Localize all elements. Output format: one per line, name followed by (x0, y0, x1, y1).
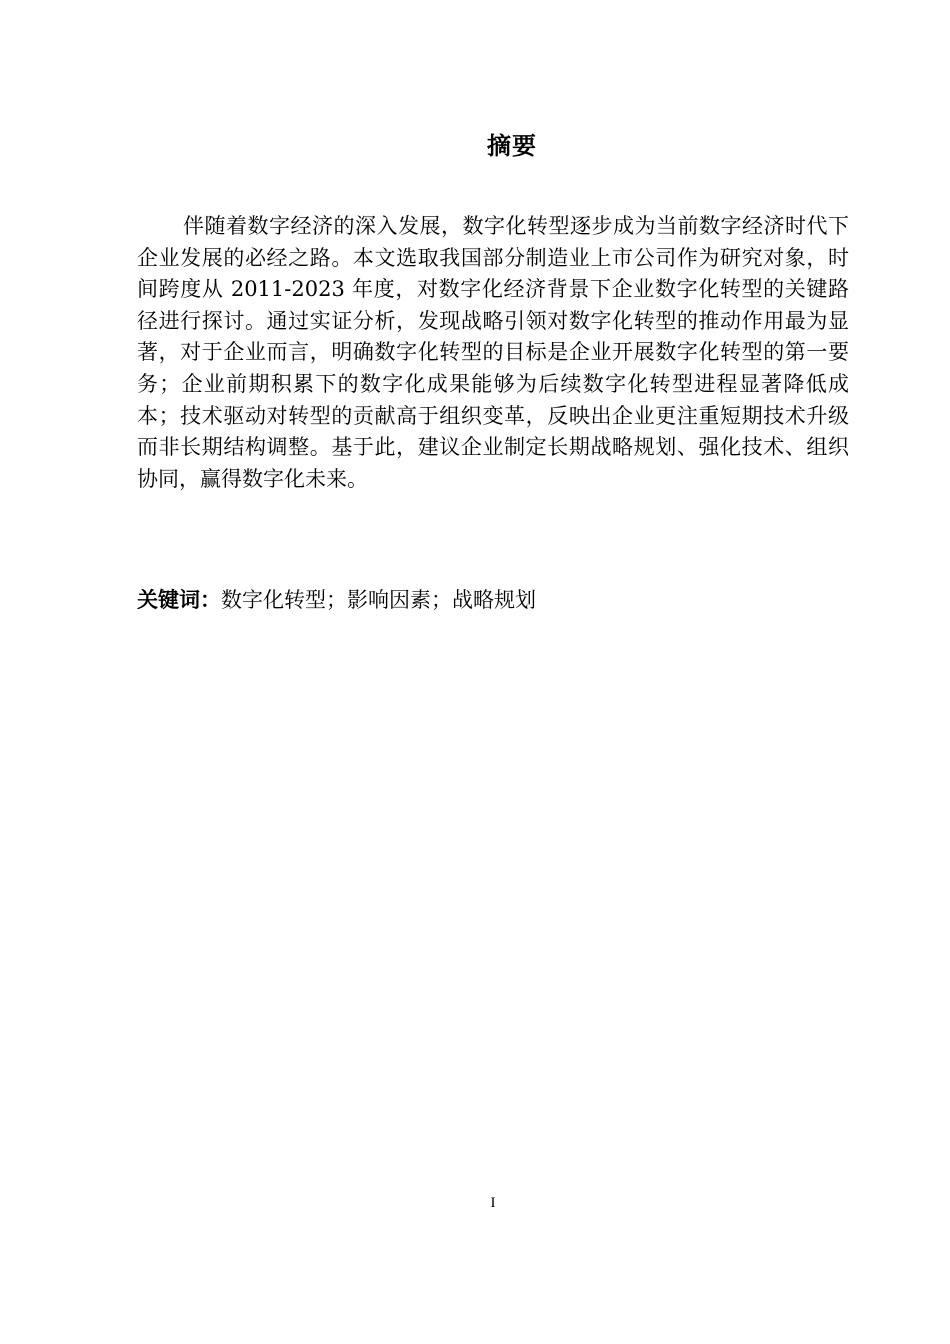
page-title: 摘要 (487, 132, 537, 160)
keywords-line (137, 584, 849, 616)
page-number: I (490, 1195, 496, 1211)
keywords-text: 数字化转型；影响因素；战略规划 (221, 588, 536, 612)
keywords-label: 关键词： (137, 588, 221, 612)
abstract-paragraph: 伴随着数字经济的深入发展，数字化转型逐步成为当前数字经济时代下企业发展的必经之路。本文选取我国部分制造业上市公司作为研究对象，时间跨度从 2011-2023 年度，对数字化经济背景下企业数字化转型的关键路径进行探讨。通过实证分析，发现战略引领对数字化转型的推动作用最为显著，对于企业而言，明确数字化转型的目标是企业开展数字化转型的第一要务；企业前期积累下的数字化成果能够为后续数字化转型进程显著降低成本；技术驱动对转型的贡献高于组织变革，反映出企业更注重短期技术升级而非长期结构调整。基于此，建议企业制定长期战略规划、强化技术、组织协同，赢得数字化未来。 (137, 214, 849, 491)
